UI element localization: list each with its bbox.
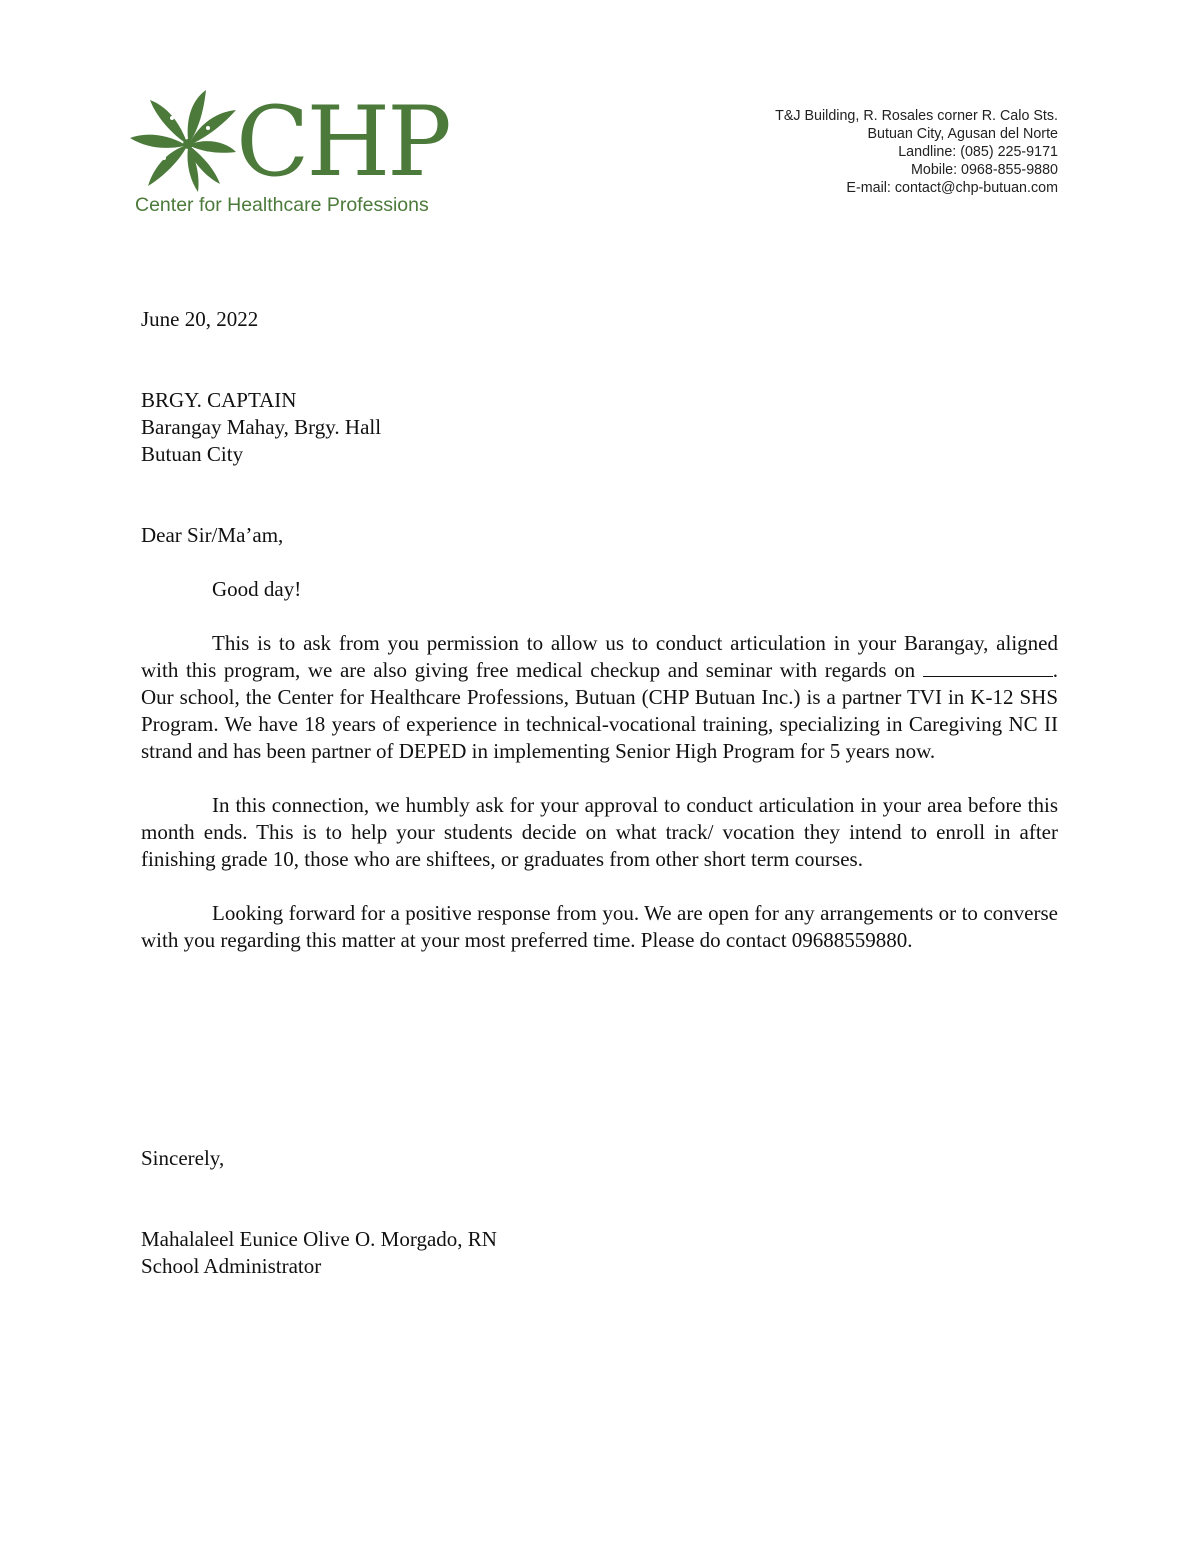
- letter-body: [141, 576, 1058, 981]
- mobile-number: Mobile: 0968-855-9880: [910, 162, 1058, 178]
- address-line: Butuan City, Agusan del Norte: [867, 126, 1058, 142]
- salutation: Dear Sir/Ma’am,: [141, 523, 284, 547]
- leaf-emblem-icon: [128, 88, 238, 193]
- recipient-block: [141, 387, 1058, 468]
- body-paragraph: Looking forward for a positive response from you. We are open for any arrangements or to converse with you regarding this matter at your most preferred time. Please do contact 09688559880.: [141, 901, 1058, 952]
- address-line: T&J Building, R. Rosales corner R. Calo Sts.: [775, 108, 1058, 124]
- signature-block: [141, 1226, 1058, 1280]
- blank-line: [923, 658, 1053, 677]
- recipient-line: BRGY. CAPTAIN: [141, 388, 297, 412]
- signatory-name: Mahalaleel Eunice Olive O. Morgado, RN: [141, 1227, 497, 1251]
- body-greeting: Good day!: [212, 577, 302, 601]
- letterhead-logo: [128, 88, 458, 223]
- letterhead-contact-block: [775, 107, 1058, 197]
- paragraph-text: This is to ask from you permission to allow us to conduct articulation in your Barangay, aligned with this program, we are also giving free medical checkup and seminar with regards on: [141, 631, 1058, 682]
- landline-number: Landline: (085) 225-9171: [898, 144, 1058, 160]
- logo-wordmark: CHP: [236, 86, 449, 198]
- recipient-line: Barangay Mahay, Brgy. Hall: [141, 415, 382, 439]
- paragraph-text: . Our school, the Center for Healthcare Professions, Butuan (CHP Butuan Inc.) is a partner TVI in K-12 SHS Program. We have 18 years of experience in technical-vocational training, specializing in Caregiving NC II strand and has been partner of DEPED in implementing Senior High Program for 5 years now.: [141, 658, 1058, 763]
- email-address: E-mail: contact@chp-butuan.com: [846, 180, 1058, 196]
- logo-tagline: Center for Healthcare Professions: [135, 194, 429, 216]
- signatory-title: School Administrator: [141, 1254, 322, 1278]
- body-paragraph: [141, 630, 1058, 765]
- body-paragraph: In this connection, we humbly ask for your approval to conduct articulation in your area before this month ends. This is to help your students decide on what track/ vocation they intend to enroll in after finishing grade 10, those who are shiftees, or graduates from other short term courses.: [141, 793, 1058, 871]
- letter-date: June 20, 2022: [141, 307, 259, 331]
- recipient-line: Butuan City: [141, 442, 244, 466]
- closing: Sincerely,: [141, 1146, 225, 1170]
